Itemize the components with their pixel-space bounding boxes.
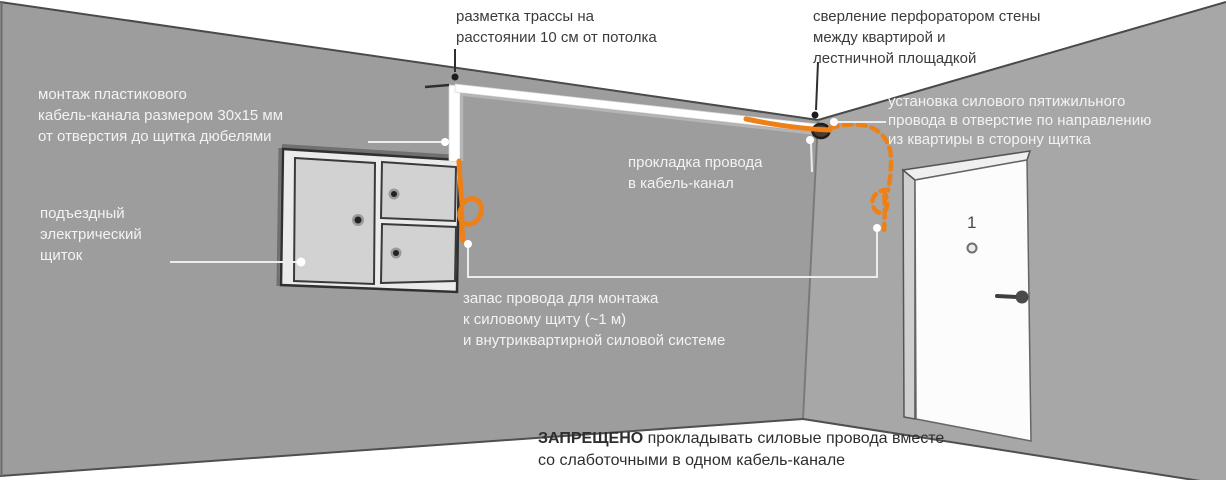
annotation-line: прокладка провода: [628, 154, 763, 171]
door-peephole: [968, 244, 977, 253]
cable-channel-vertical: [449, 85, 460, 162]
annotation-line: лестничной площадкой: [813, 50, 977, 67]
annotation-line: разметка трассы на: [456, 8, 594, 25]
annotation-line: монтаж пластикового: [38, 86, 187, 103]
annotation-wire-laying: [628, 152, 763, 194]
door-handle-knob: [1016, 291, 1029, 304]
annotation-drilling: [813, 6, 1040, 69]
annotation-line: кабель-канала размером 30x15 мм: [38, 107, 284, 124]
annotation-line: расстоянии 10 см от потолка: [456, 29, 657, 46]
annotation-electrical-panel: [40, 203, 142, 266]
panel-lock-bottom: [393, 250, 399, 256]
leader-drilling: [816, 62, 818, 110]
door-number-label: 1: [967, 213, 977, 232]
annotation-warning: [538, 428, 944, 472]
annotation-route-marking: [456, 6, 657, 48]
annotation-cable-channel-mounting: [38, 84, 283, 147]
annotation-line: между квартирой и: [813, 29, 946, 46]
door-frame-jamb: [903, 170, 915, 419]
annotation-line: и внутриквартирной силовой системе: [463, 332, 726, 349]
apartment-door: [903, 151, 1031, 441]
annotation-line: запас провода для монтажа: [463, 290, 659, 307]
annotation-line: подъездный: [40, 205, 125, 222]
annotation-line: электрический: [40, 226, 142, 243]
leader-wire-laying: [811, 143, 812, 172]
annotation-line: щиток: [40, 247, 83, 264]
annotation-line: установка силового пятижильного: [888, 93, 1126, 110]
warning-line-2: со слаботочными в одном кабель-канале: [538, 452, 846, 469]
panel-lock-top: [391, 191, 397, 197]
warning-line-1: [538, 428, 944, 450]
panel-lock-large: [355, 217, 362, 224]
annotation-line: провода в отверстие по направлению: [888, 112, 1152, 129]
annotation-line: сверление перфоратором стены: [813, 8, 1041, 25]
door-leaf: [915, 160, 1031, 441]
annotation-line: от отверстия до щитка дюбелями: [38, 128, 272, 145]
door-handle: [997, 296, 1017, 297]
warning-rest: прокладывать силовые провода вместе: [643, 430, 945, 447]
electrical-panel: [278, 146, 459, 292]
annotation-line: в кабель-канал: [628, 175, 734, 192]
annotation-wire-installation: [888, 92, 1151, 149]
annotation-line: к силовому щиту (~1 м): [463, 311, 627, 328]
annotation-line: из квартиры в сторону щитка: [888, 131, 1091, 148]
warning-emphasis: ЗАПРЕЩЕНО: [538, 430, 644, 447]
annotation-wire-reserve: [463, 288, 725, 351]
